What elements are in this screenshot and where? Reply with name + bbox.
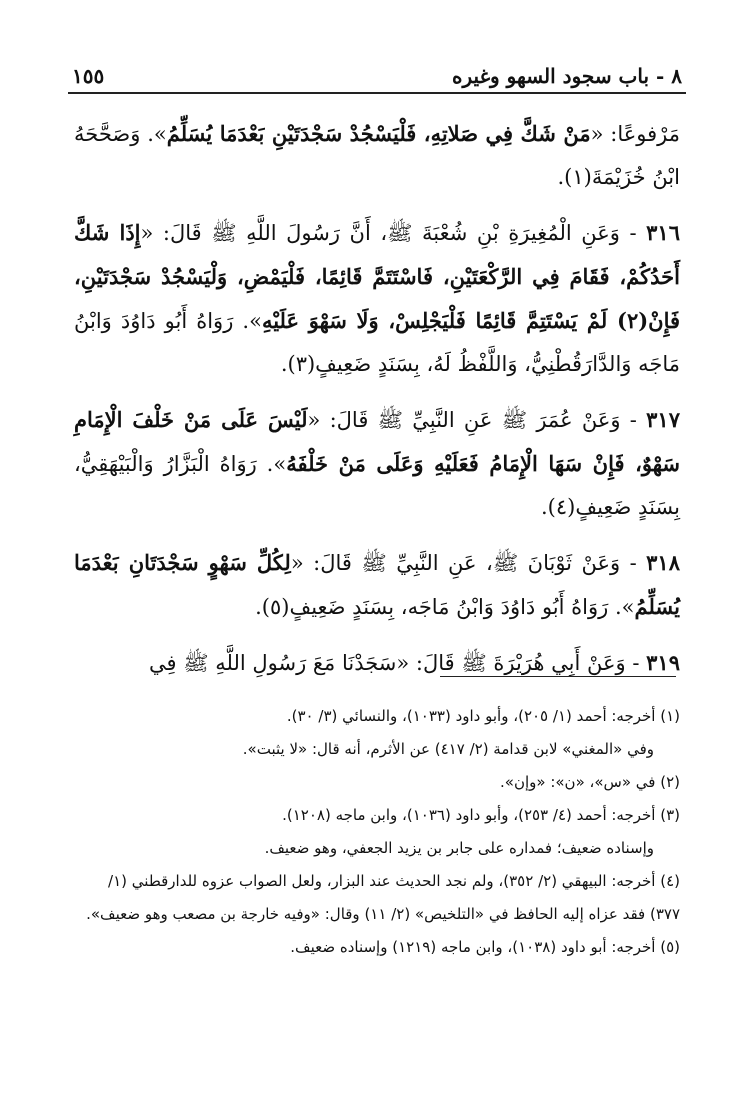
hadith-text: إِذَا شَكَّ أَحَدُكُمْ، فَقَامَ فِي الرَّكْعَتَيْنِ، فَاسْتَتَمَّ قَائِمًا، فَلْيَمْضِ، وَلْيَسْجُدْ سَجْدَتَيْنِ، فَإِنْ(٢) لَمْ يَسْتَتِمَّ قَائِمًا فَلْيَجْلِسْ، وَلَا سَهْوَ عَلَيْهِ: [74, 220, 681, 333]
footnote-3: (٣) أخرجه: أحمد (٤/ ٢٥٣)، وأبو داود (١٠٣٦)، وابن ماجه (١٢٠٨).: [282, 806, 680, 824]
hadith-number: ٣١٨: [646, 550, 680, 575]
hadith-paragraph: [74, 641, 680, 685]
hadith-number: ٣١٦: [646, 220, 680, 245]
chapter-title: ٨ - باب سجود السهو وغيره: [452, 64, 682, 88]
hadith-number: ٣١٧: [646, 407, 680, 432]
hadith-text: لِكُلِّ سَهْوٍ سَجْدَتَانِ بَعْدَمَا يُسَلِّمُ: [74, 550, 680, 619]
hadith-paragraph: [74, 112, 680, 199]
footnote-1: (١) أخرجه: أحمد (١/ ٢٠٥)، وأبو داود (١٠٣٣)، والنسائي (٣/ ٣٠).: [286, 707, 680, 725]
narration-tail: ». وَصَحَّحَهُ ابْنُ خُزَيْمَةَ(١).: [74, 122, 680, 189]
narration-lead: مَرْفوعًا: «: [590, 122, 681, 146]
hadith-text: مَنْ شَكَّ فِي صَلاتِهِ، فَلْيَسْجُدْ سَجْدَتَيْنِ بَعْدَمَا يُسَلِّمُ: [166, 121, 591, 146]
narration-lead: - وَعَنِ الْمُغِيرَةِ بْنِ شُعْبَةَ ﷺ، أَنَّ رَسُولَ اللَّهِ ﷺ قَالَ: «: [140, 221, 647, 245]
hadith-paragraph: [74, 398, 680, 529]
footnote-divider: [440, 676, 676, 677]
narration-lead: - وَعَنْ ثَوْبَانَ ﷺ، عَنِ النَّبِيِّ ﷺ قَالَ: «: [290, 551, 647, 575]
footnote-3-continued: وإسناده ضعيف؛ فمداره على جابر بن يزيد الجعفي، وهو ضعيف.: [264, 839, 654, 857]
hadith-paragraph: [74, 541, 680, 629]
footnote-4: (٤) أخرجه: البيهقي (٢/ ٣٥٢)، ولم نجد الحديث عند البزار، ولعل الصواب عزوه للدارقطني (١/ ٣٧٧) فقد عزاه إليه الحافظ في «التلخيص» (٢/ ١١) وقال: «وفيه خارجة بن مصعب وهو ضعيف».: [86, 872, 680, 923]
page-number: ١٥٥: [72, 64, 105, 88]
header-divider: [68, 92, 686, 94]
main-text: [74, 112, 680, 697]
footnotes: [74, 700, 680, 964]
footnote-2: (٢) في «س»، «ن»: «وإن».: [500, 773, 680, 791]
narration-lead: - وَعَنْ عُمَرَ ﷺ عَنِ النَّبِيِّ ﷺ قَالَ: «: [307, 408, 647, 432]
footnote-5: (٥) أخرجه: أبو داود (١٠٣٨)، وابن ماجه (١٢١٩) وإسناده ضعيف.: [290, 938, 680, 956]
hadith-text: لَيْسَ عَلَى مَنْ خَلْفَ الْإِمَامِ سَهْوٌ، فَإِنْ سَهَا الْإِمَامُ فَعَلَيْهِ وَعَلَى مَنْ خَلْفَهُ: [74, 407, 681, 476]
hadith-number: ٣١٩: [646, 650, 680, 675]
footnote-1-continued: وفي «المغني» لابن قدامة (٢/ ٤١٧) عن الأثرم، أنه قال: «لا يثبت».: [242, 740, 654, 758]
narration-tail: ». رَوَاهُ أَبُو دَاوُدَ وَابْنُ مَاجَه وَالدَّارَقُطْنِيُّ، وَاللَّفْظُ لَهُ، بِسَنَدٍ ضَعِيفٍ(٣).: [74, 309, 680, 376]
narration-tail: ». رَوَاهُ أَبُو دَاوُدَ وَابْنُ مَاجَه، بِسَنَدٍ ضَعِيفٍ(٥).: [255, 595, 635, 619]
narration-tail: ». رَوَاهُ الْبَزَّارُ وَالْبَيْهَقِيُّ، بِسَنَدٍ ضَعِيفٍ(٤).: [74, 452, 680, 519]
narration-lead: - وَعَنْ أَبِي هُرَيْرَةَ ﷺ قَالَ: «سَجَدْنَا مَعَ رَسُولِ اللَّهِ ﷺ فِي: [148, 651, 647, 675]
hadith-paragraph: [74, 211, 680, 386]
